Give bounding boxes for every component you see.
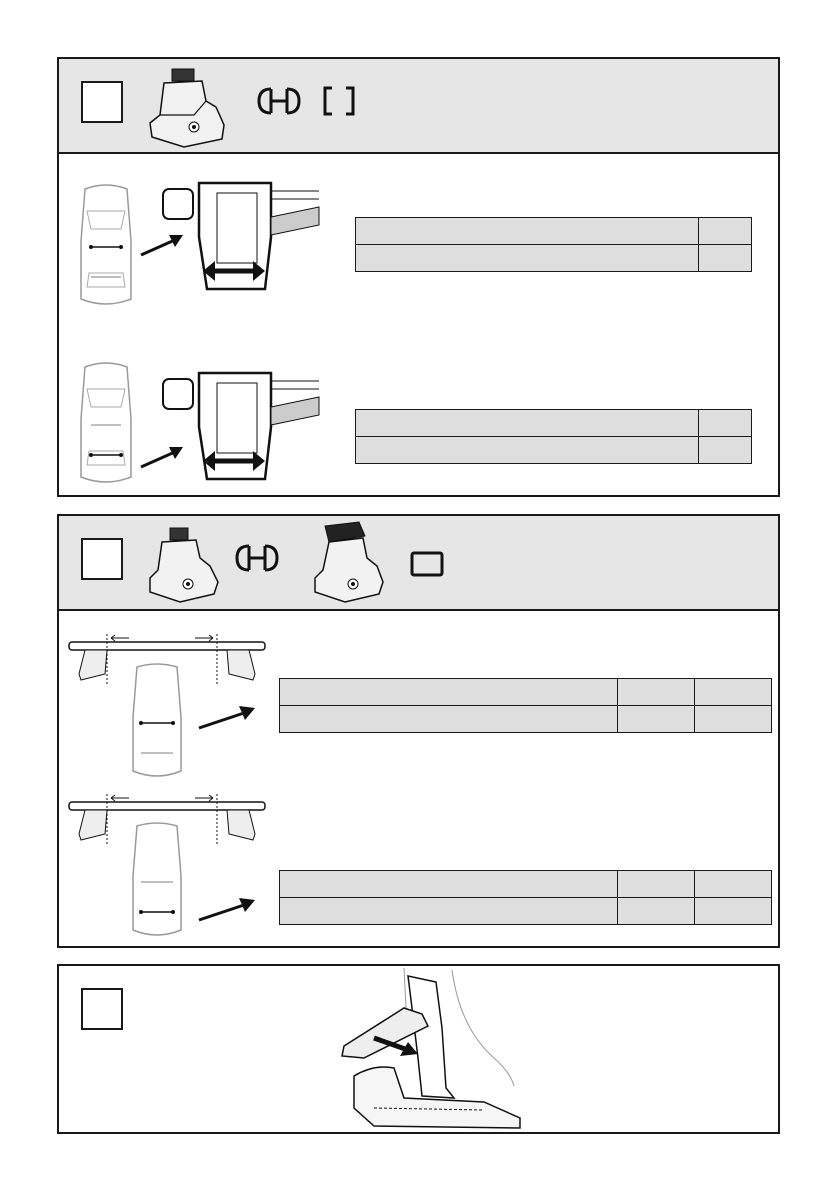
table-cell — [356, 437, 699, 464]
table-cell — [699, 245, 752, 272]
arrow-icon — [197, 894, 259, 924]
table-cell — [618, 898, 695, 925]
step-2-number-box — [81, 538, 123, 580]
table-cell — [356, 245, 699, 272]
foot-icon — [144, 65, 234, 149]
table-cell — [699, 410, 752, 437]
car-top-view-icon — [71, 181, 141, 311]
table-cell — [695, 898, 772, 925]
table-cell — [280, 871, 618, 898]
arrow-icon — [197, 702, 259, 732]
foot-icon — [144, 524, 224, 604]
step-1-header — [59, 59, 778, 154]
rack-foot-detail-icon — [159, 367, 324, 487]
table-cell — [699, 437, 752, 464]
table-cell — [356, 218, 699, 245]
table-cell — [618, 706, 695, 733]
step-2-header — [59, 516, 778, 611]
rack-foot-detail-icon — [159, 177, 324, 297]
foot-icon — [309, 518, 389, 604]
car-top-view-icon — [71, 359, 141, 489]
step-1-number-box — [81, 81, 123, 123]
table-cell — [695, 706, 772, 733]
step-2-rear-spec-table — [279, 870, 772, 925]
clamp-open-icon — [255, 85, 303, 117]
step-3-number-box — [81, 988, 123, 1030]
step-1-panel — [57, 57, 780, 497]
step-3-panel — [57, 964, 780, 1134]
step-1-front-spec-table — [355, 217, 752, 272]
car-top-view-icon — [125, 661, 189, 783]
car-top-view-icon — [125, 820, 189, 942]
table-cell — [699, 218, 752, 245]
table-cell — [356, 410, 699, 437]
step-1-rear-spec-table — [355, 409, 752, 464]
table-cell — [695, 679, 772, 706]
table-cell — [280, 679, 618, 706]
foot-mount-icon — [334, 968, 524, 1132]
table-cell — [695, 871, 772, 898]
clamp-closed-icon — [322, 85, 356, 117]
table-cell — [618, 871, 695, 898]
step-2-panel — [57, 514, 780, 948]
table-cell — [618, 679, 695, 706]
clamp-closed-icon — [409, 550, 445, 578]
step-2-front-spec-table — [279, 678, 772, 733]
clamp-open-icon — [233, 542, 281, 574]
table-cell — [280, 898, 618, 925]
table-cell — [280, 706, 618, 733]
